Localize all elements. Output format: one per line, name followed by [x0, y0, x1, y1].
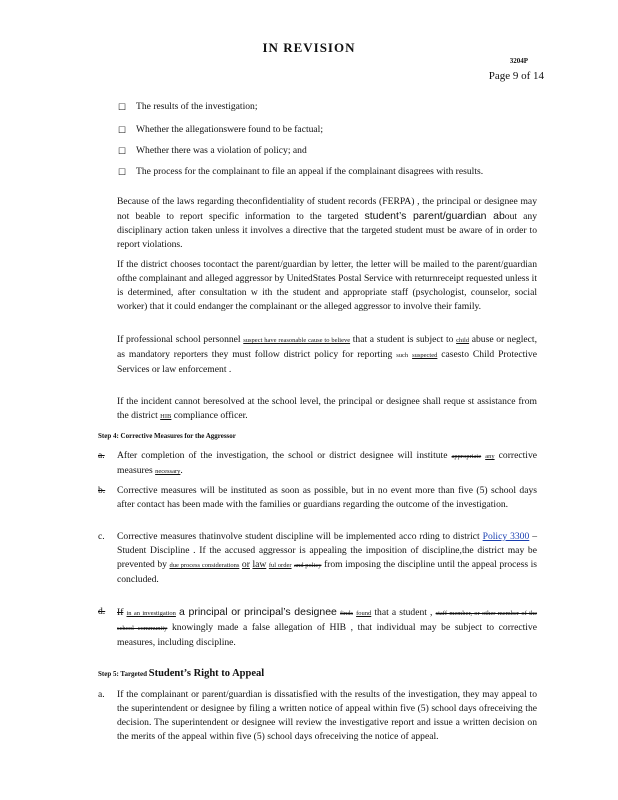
step4-heading: [98, 432, 236, 440]
letter-paragraph: If the district chooses tocontact the parent/guardian by letter, the letter will be mailed to the parent/guardian ofthe complainant and alleged aggressor by UnitedStates Postal Service with returnreceipt requested unless it is determined, after consultation w ith the student and appropriate staff (psychologist, counselor, social worker) that it could endanger the complainant or the alleged aggressor to involve their family.: [117, 259, 537, 312]
abuse-text-f: such: [396, 352, 409, 359]
item-text-f: .: [180, 465, 183, 476]
item-text-e: necessary: [155, 468, 181, 475]
item-text-h: and policy: [294, 562, 322, 569]
item-text-c: – Student Discipline . If the accused aggressor is appealing the imposition of discipline,the district may be prevented by: [117, 531, 537, 570]
item-text-a: After completion of the investigation, the school or district designee will institute: [117, 450, 448, 461]
item-text-c: a principal or principal’s designee: [179, 606, 337, 618]
abuse-text-b: suspect have reasonable cause to believe: [243, 337, 351, 344]
abuse-text-e: abuse or neglect, as mandatory reporters they must follow district policy for reporting: [117, 334, 537, 360]
checkbox-icon: ☐: [118, 125, 127, 135]
checkbox-icon: ☐: [118, 102, 127, 112]
incident-text-c: compliance officer.: [173, 410, 248, 421]
item-text-c: any: [485, 453, 495, 460]
abuse-paragraph: [117, 333, 537, 377]
policy-code: 3204P: [509, 57, 528, 65]
item-text-d: due process considerations: [169, 562, 240, 569]
item-marker: c.: [98, 531, 105, 542]
abuse-text-c: that a student is subject to: [352, 334, 454, 345]
item-text-b: in an investigation: [126, 610, 176, 617]
step4-label: Step 4: Corrective Measures for the Aggressor: [98, 432, 236, 440]
abuse-text-d: child: [456, 337, 470, 344]
header-title: IN REVISION: [262, 40, 356, 55]
bullet-text: The results of the investigation;: [136, 101, 258, 112]
item-text: [117, 449, 537, 479]
item-text: [117, 530, 537, 587]
bullet-text: Whether there was a violation of policy; and: [136, 145, 307, 156]
item-marker: a.: [98, 689, 105, 700]
item-text: Corrective measures will be instituted as soon as possible, but in no event more than five (5) school days after contact has been made with the families or guardians regarding the outcome of the investigation.: [117, 485, 537, 510]
bullet-text: Whether the allegationswere found to be factual;: [136, 124, 323, 135]
incident-text-b: HIB: [160, 413, 172, 420]
item-marker: a.: [98, 450, 105, 461]
item-text-h: knowingly made a false allegation of HIB , that individual may be subject to corrective measures, including discipline.: [117, 622, 537, 648]
bullet-text: The process for the complainant to file an appeal if the complainant disagrees with results.: [136, 166, 484, 177]
incident-paragraph: [117, 395, 537, 424]
item-text-d: finds: [340, 610, 353, 617]
item-marker: d.: [98, 606, 106, 617]
abuse-text-g: suspected: [412, 352, 438, 359]
item-text-d: corrective measures: [117, 450, 538, 476]
ferpa-text-a: Because of the laws regarding theconfidentiality of student records (FERPA) , the principal or designee may not beable to report specific information to the targeted: [117, 196, 537, 222]
item-text-a: If: [117, 607, 124, 618]
item-text-g: ful order: [268, 562, 292, 569]
checkbox-icon: ☐: [118, 167, 127, 177]
ferpa-text-c: out any disciplinary action taken unless it involves a directive that the targeted student must be aware of in order to report violations.: [117, 211, 537, 250]
item-text-i: from imposing the discipline until the appeal process is concluded.: [117, 559, 538, 585]
item-text-g: staff member, or other member of the school community: [117, 610, 538, 632]
incident-text-a: If the incident cannot beresolved at the school level, the principal or designee shall reque st assistance from the district: [117, 396, 537, 421]
step5-heading: [98, 668, 264, 679]
item-text-e: found: [356, 610, 372, 617]
item-text-f: that a student ,: [374, 607, 433, 618]
item-text-f: law: [252, 559, 267, 570]
item-text-a: Corrective measures thatinvolve student discipline will be implemented acco rding to district: [117, 531, 480, 542]
abuse-text-a: If professional school personnel: [117, 334, 241, 345]
item-text-b: appropriate: [451, 453, 482, 460]
step5-title: Student’s Right to Appeal: [148, 668, 265, 679]
checkbox-icon: ☐: [118, 146, 127, 156]
item-text: If the complainant or parent/guardian is dissatisfied with the results of the investigation, they may appeal to the superintendent or designee by filing a written notice of appeal within five (5) school days ofreceiving the decision. The superintendent or designee will review the investigative report and issue a written decision on the merits of the appeal within five (5) school days ofreceiving the notice of appeal.: [117, 689, 537, 742]
policy-3300-link[interactable]: Policy 3300: [482, 531, 530, 542]
item-text-e: or: [241, 559, 250, 570]
ferpa-text-b: student’s parent/guardian ab: [364, 210, 505, 222]
ferpa-paragraph: [117, 195, 537, 252]
page-number: Page 9 of 14: [488, 70, 544, 82]
item-marker: b.: [98, 485, 106, 496]
step5-label: Step 5: Targeted: [98, 670, 147, 678]
abuse-text-h: casesto Child Protective Services or law enforcement .: [117, 349, 537, 375]
item-text: [117, 605, 537, 650]
